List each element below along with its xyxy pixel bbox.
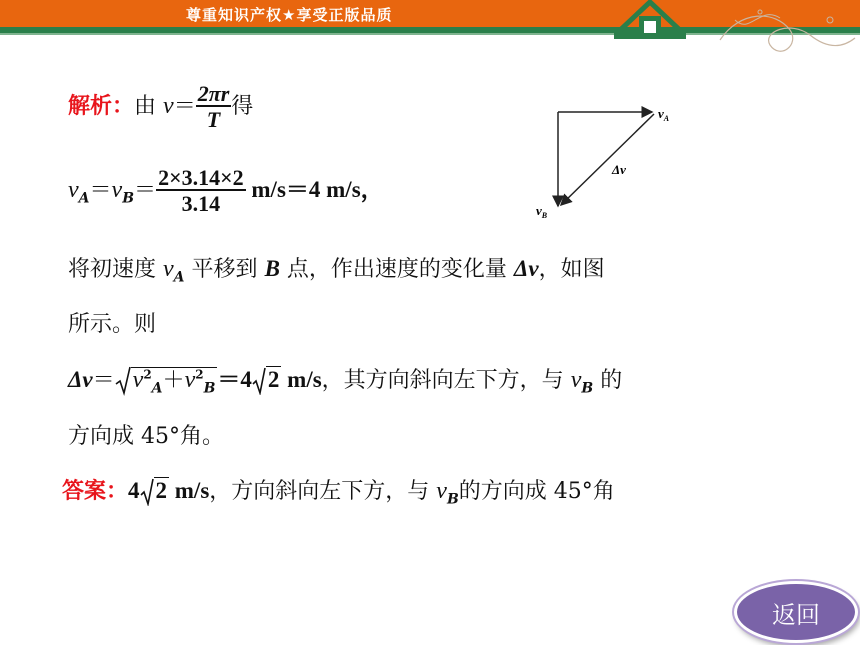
plus-sign: ＋ <box>162 368 185 393</box>
var-v: v <box>132 367 144 393</box>
delta-v: Δv <box>68 367 93 392</box>
sqrt-two <box>252 367 282 395</box>
delta-v: Δv <box>513 256 539 281</box>
var-v: v <box>436 478 447 504</box>
analysis-line-2 <box>68 166 384 216</box>
point-B: B <box>264 256 280 281</box>
superscript-2: 2 <box>195 367 204 382</box>
subscript-B: B <box>446 491 459 508</box>
text-fragment: 将初速度 <box>68 257 157 282</box>
analysis-line-4: 所示。则 <box>68 312 157 337</box>
back-button[interactable]: 返回 <box>734 581 858 643</box>
text-fragment: ，如图 <box>538 257 605 282</box>
text-fragment: 的方向成 45°角 <box>458 479 615 504</box>
subscript-A: A <box>78 190 90 207</box>
fraction-numerator: 2πr <box>197 81 230 106</box>
speed-result: m/s＝4 m/s， <box>245 177 384 203</box>
header-slogan: 尊重知识产权★享受正版品质 <box>186 6 393 24</box>
sqrt-two <box>140 478 170 506</box>
subscript-A: A <box>151 380 163 397</box>
text-fragment: ，其方向斜向左下方，与 <box>321 368 564 393</box>
velocity-triangle-diagram <box>520 98 690 223</box>
fraction-denominator: T <box>206 107 221 133</box>
text-fragment: 得 <box>231 94 254 120</box>
var-v: v <box>163 256 174 282</box>
analysis-line-1 <box>68 82 253 132</box>
unit-ms: m/s <box>169 478 210 503</box>
text-fragment: 的 <box>600 368 623 393</box>
analysis-line-5 <box>68 366 622 396</box>
radical-sign-icon <box>115 366 131 396</box>
header-banner <box>0 0 860 40</box>
radical-sign-icon <box>252 367 266 395</box>
fraction-numerator: 2×3.14×2 <box>158 165 244 190</box>
var-v: v <box>111 177 123 204</box>
answer-label: 答案： <box>62 479 129 504</box>
sqrt-expression <box>115 366 218 396</box>
vector-delta-v <box>561 114 654 205</box>
fraction-speed <box>156 166 246 216</box>
answer-number: 4 <box>128 478 140 503</box>
label-vA: $v_A$ <box>658 106 670 123</box>
var-v: v <box>68 177 79 204</box>
analysis-line-6: 方向成 45°角。 <box>68 424 224 449</box>
subscript-B: B <box>122 190 135 207</box>
fraction-denominator: 3.14 <box>181 191 221 217</box>
equals-sign: ＝ <box>89 178 112 204</box>
answer-line <box>62 478 615 506</box>
unit-ms: m/s <box>281 367 322 392</box>
equals-four: ＝4 <box>217 367 252 392</box>
subscript-B: B <box>203 380 216 397</box>
text-fragment: 由 <box>134 94 157 120</box>
equals-sign: ＝ <box>173 94 196 120</box>
logo-icon <box>614 0 686 44</box>
text-fragment: ，方向斜向左下方，与 <box>209 479 430 504</box>
radicand: 2 <box>155 478 168 503</box>
subscript-A: A <box>173 269 185 286</box>
radicand: 2 <box>267 367 280 392</box>
radical-sign-icon <box>140 478 154 506</box>
fraction-2pir-over-T <box>196 82 232 132</box>
superscript-2: 2 <box>143 367 152 382</box>
label-vB: $v_B$ <box>536 203 548 220</box>
equals-sign: ＝ <box>134 178 157 204</box>
decorative-swirl-icon <box>680 0 860 72</box>
text-fragment: 点，作出速度的变化量 <box>286 257 507 282</box>
var-v: v <box>184 367 196 393</box>
label-delta-v: Δv <box>612 162 626 177</box>
equals-sign: ＝ <box>92 368 115 393</box>
var-v: v <box>163 93 174 120</box>
subscript-B: B <box>581 380 594 397</box>
analysis-line-3 <box>68 257 605 284</box>
text-fragment: 平移到 <box>191 257 258 282</box>
var-v: v <box>570 367 582 393</box>
analysis-label: 解析： <box>68 94 135 120</box>
